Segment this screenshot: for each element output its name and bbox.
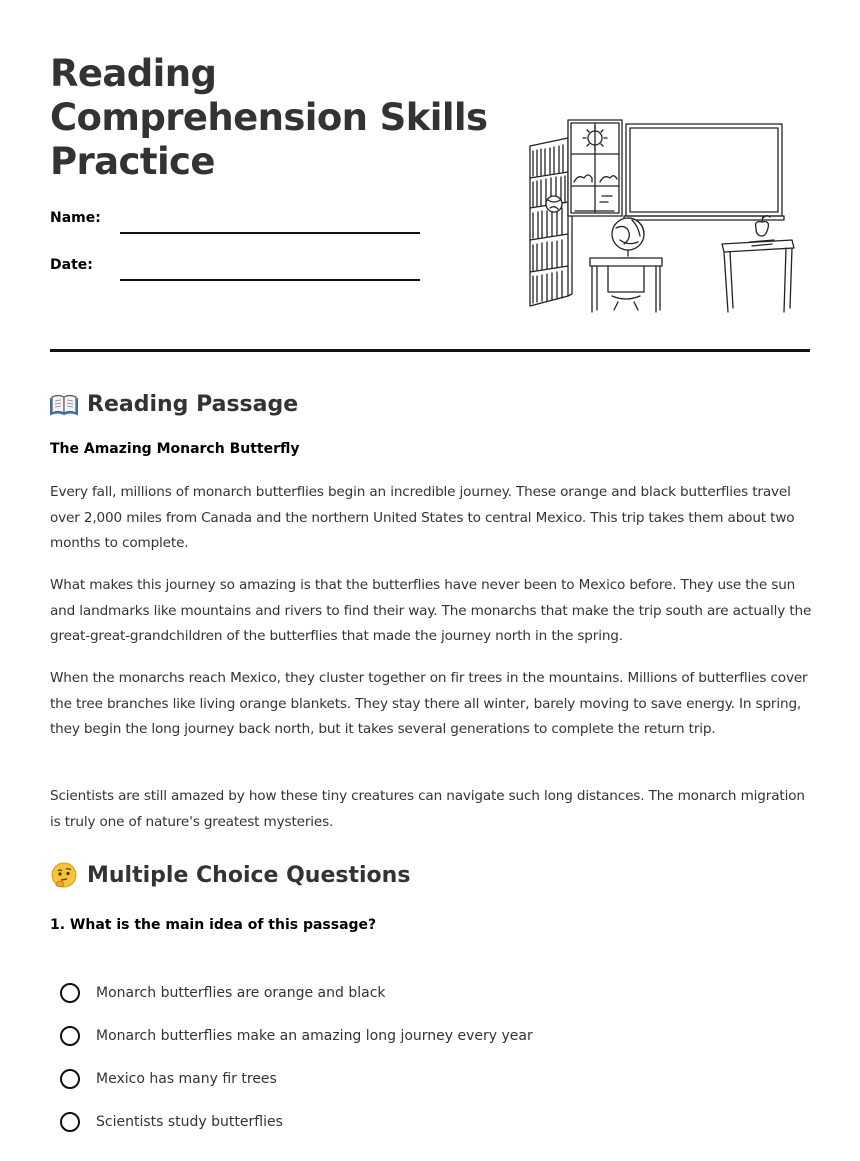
date-write-line[interactable] [120, 279, 420, 281]
classroom-illustration [528, 116, 798, 316]
option-a-label: Monarch butterflies are orange and black [96, 985, 386, 1001]
passage-paragraph-1: Every fall, millions of monarch butterflies begin an incredible journey. These orange and black butterflies travel over 2,000 miles from Canada and the northern United States to central Mexico. This trip takes them about two months to complete. [50, 484, 795, 551]
window-illustration [568, 120, 622, 216]
name-label: Name: [50, 210, 101, 226]
bookshelf-illustration [530, 138, 572, 306]
radio-button-b[interactable] [60, 1026, 80, 1046]
question-1-text: 1. What is the main idea of this passage? [50, 917, 377, 933]
passage-paragraph-4: Scientists are still amazed by how these tiny creatures can navigate such long distances. The monarch migration is truly one of nature's greatest mysteries. [50, 788, 805, 830]
header-divider [50, 349, 810, 352]
reading-passage-heading-text: Reading Passage [87, 391, 299, 417]
multiple-choice-heading-text: Multiple Choice Questions [87, 862, 411, 888]
radio-button-c[interactable] [60, 1069, 80, 1089]
multiple-choice-heading [50, 861, 410, 889]
name-field-row [50, 210, 420, 240]
thinking-face-icon [50, 861, 78, 889]
question-1-option-c[interactable] [60, 1066, 277, 1092]
date-label: Date: [50, 257, 93, 273]
worksheet-title: Reading Comprehension Skills Practice [50, 52, 488, 183]
open-book-icon [50, 390, 78, 418]
desk-with-globe-illustration [590, 218, 662, 312]
radio-button-d[interactable] [60, 1112, 80, 1132]
passage-paragraph-2: What makes this journey so amazing is that the butterflies have never been to Mexico before. They use the sun and landmarks like mountains and rivers to find their way. The monarchs that make the trip south are actually the great-great-grandchildren of the butterflies that made the journey north in the spring. [50, 577, 812, 644]
option-c-label: Mexico has many fir trees [96, 1071, 277, 1087]
radio-button-a[interactable] [60, 983, 80, 1003]
name-write-line[interactable] [120, 232, 420, 234]
worksheet-page [50, 0, 810, 1161]
worksheet-header [50, 0, 810, 352]
question-1-option-d[interactable] [60, 1109, 283, 1135]
date-field-row [50, 257, 420, 287]
passage-paragraph-3: When the monarchs reach Mexico, they cluster together on fir trees in the mountains. Millions of butterflies cover the tree branches like living orange blankets. They stay there all winter, barely moving to save energy. In spring, they begin the long journey back north, but it takes several generations to complete the return trip. [50, 670, 808, 737]
desk-with-apple-illustration [722, 216, 794, 312]
chalkboard-illustration [624, 124, 784, 220]
question-1-option-b[interactable] [60, 1023, 533, 1049]
passage-title: The Amazing Monarch Butterfly [50, 441, 300, 457]
option-d-label: Scientists study butterflies [96, 1114, 283, 1130]
question-1-option-a[interactable] [60, 980, 386, 1006]
reading-passage-heading [50, 390, 298, 418]
option-b-label: Monarch butterflies make an amazing long journey every year [96, 1028, 533, 1044]
